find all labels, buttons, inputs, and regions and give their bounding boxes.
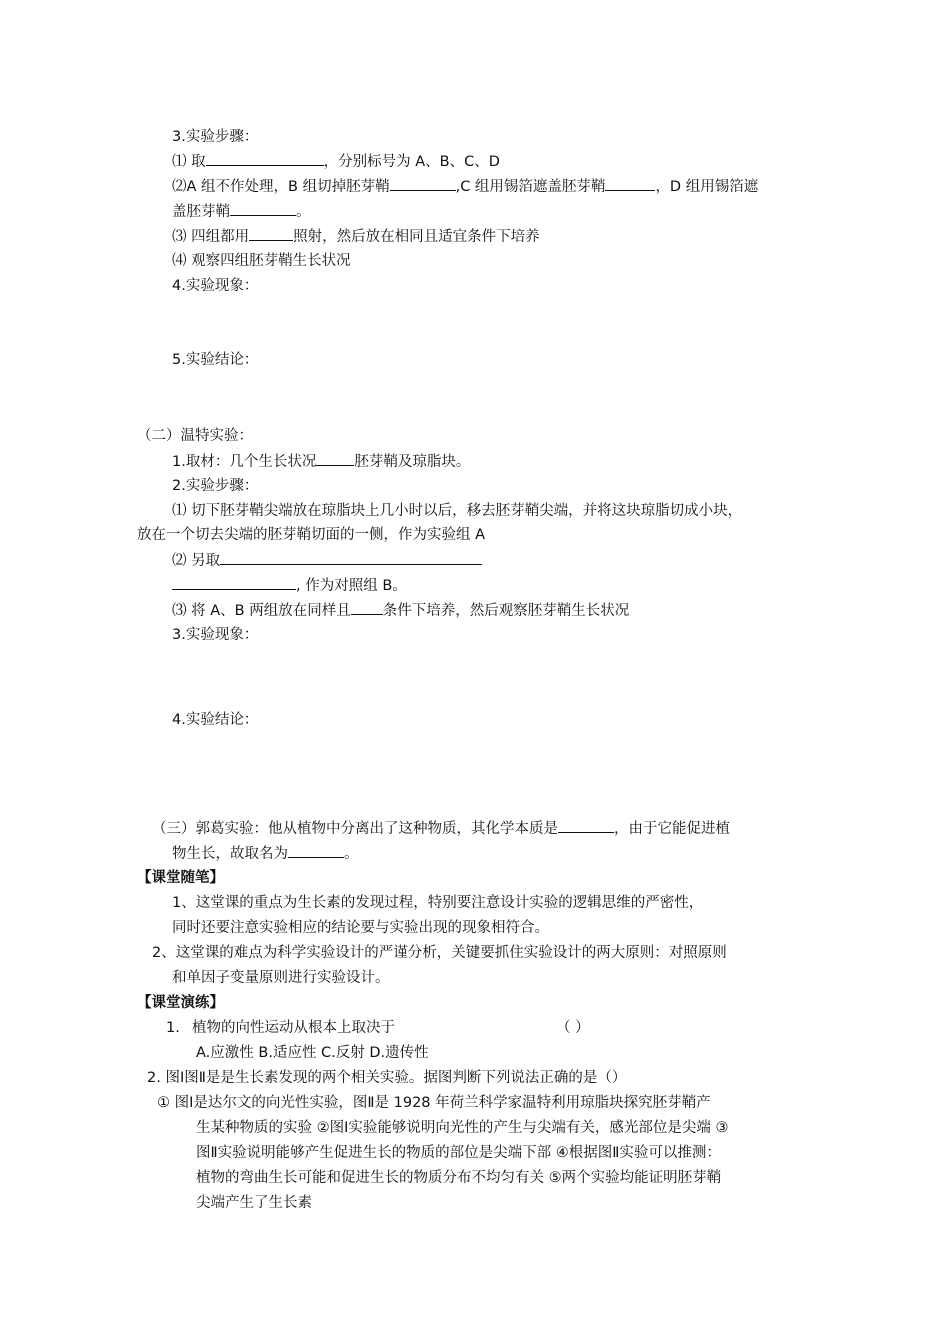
sec1-step4: ⑷ 观察四组胚芽鞘生长状况 — [172, 253, 351, 269]
q2-line5: 尖端产生了生长素 — [196, 1195, 312, 1211]
sec3-line1: （三）郭葛实验：他从植物中分离出了这种物质，其化学本质是 ，由于它能促进植 — [152, 818, 730, 839]
sec1-step3: ⑶ 四组都用 照射，然后放在相同且适宜条件下培养 — [172, 226, 540, 247]
blank-10[interactable] — [558, 818, 614, 833]
sec2-steps-title: 2.实验步骤： — [172, 478, 259, 494]
blank-5[interactable] — [249, 226, 293, 241]
sec2-conclusion: 4.实验结论： — [172, 712, 259, 728]
sec2-material: 1.取材：几个生长状况 胚芽鞘及琼脂块。 — [172, 451, 470, 472]
sec1-phenomenon: 4.实验现象： — [172, 278, 259, 294]
q1-answer-paren[interactable]: （ ） — [556, 1020, 590, 1036]
sec2-step2-cont: , 作为对照组 B。 — [172, 575, 407, 596]
blank-4[interactable] — [230, 201, 296, 216]
note-1-line2: 同时还要注意实验相应的结论要与实验出现的现象相符合。 — [172, 920, 549, 936]
sec2-step1-line1: ⑴ 切下胚芽鞘尖端放在琼脂块上几小时以后，移去胚芽鞘尖端，并将这块琼脂切成小块， — [172, 503, 743, 519]
practice-heading: 【课堂演练】 — [137, 995, 224, 1011]
blank-11[interactable] — [288, 843, 344, 858]
sec2-step2: ⑵ 另取 — [172, 550, 482, 571]
sec1-conclusion: 5.实验结论： — [172, 352, 259, 368]
blank-7[interactable] — [220, 550, 482, 565]
sec2-step3: ⑶ 将 A、B 两组放在同样且 条件下培养，然后观察胚芽鞘生长状况 — [172, 600, 629, 621]
blank-8[interactable] — [172, 575, 296, 590]
q2-text: 2. 图Ⅰ图Ⅱ是是生长素发现的两个相关实验。据图判断下列说法正确的是（） — [147, 1070, 627, 1086]
blank-1[interactable] — [206, 151, 324, 166]
note-1-line1: 1、这堂课的重点为生长素的发现过程，特别要注意设计实验的逻辑思维的严密性， — [172, 895, 704, 911]
note-2-line2: 和单因子变量原则进行实验设计。 — [172, 970, 390, 986]
q1-options: A.应激性 B.适应性 C.反射 D.遗传性 — [196, 1045, 429, 1061]
blank-3[interactable] — [605, 176, 655, 191]
q2-line1: ① 图Ⅰ是达尔文的向光性实验，图Ⅱ是 1928 年荷兰科学家温特利用琼脂块探究胚芽鞘产 — [157, 1095, 711, 1111]
sec1-step1: ⑴ 取 ，分别标号为 A、B、C、D — [172, 151, 500, 172]
sec2-step1-line2: 放在一个切去尖端的胚芽鞘切面的一侧，作为实验组 A — [137, 527, 486, 543]
q2-line3: 图Ⅱ实验说明能够产生促进生长的物质的部位是尖端下部 ④根据图Ⅱ实验可以推测： — [196, 1145, 721, 1161]
sec2-phenomenon: 3.实验现象： — [172, 627, 259, 643]
note-2-line1: 2、这堂课的难点为科学实验设计的严谨分析，关键要抓住实验设计的两大原则：对照原则 — [152, 945, 727, 961]
q2-line2: 生某种物质的实验 ②图Ⅰ实验能够说明向光性的产生与尖端有关，感光部位是尖端 ③ — [196, 1120, 729, 1136]
blank-9[interactable] — [351, 600, 383, 615]
q1-text: 植物的向性运动从根本上取决于 — [192, 1020, 395, 1036]
sec1-step2: ⑵A 组不作处理，B 组切掉胚芽鞘 ,C 组用锡箔遮盖胚芽鞘 ，D 组用锡箔遮 — [172, 176, 758, 197]
q1-number: 1. — [166, 1020, 180, 1036]
blank-6[interactable] — [316, 451, 354, 466]
step3-title: 3.实验步骤： — [172, 129, 259, 145]
sec1-step2-cont: 盖胚芽鞘 。 — [172, 201, 311, 222]
notes-heading: 【课堂随笔】 — [137, 870, 224, 886]
sec2-title: （二）温特实验： — [137, 428, 253, 444]
blank-2[interactable] — [390, 176, 456, 191]
q2-line4: 植物的弯曲生长可能和促进生长的物质分布不均匀有关 ⑤两个实验均能证明胚芽鞘 — [196, 1170, 722, 1186]
sec3-line2: 物生长，故取名为 。 — [172, 843, 359, 864]
